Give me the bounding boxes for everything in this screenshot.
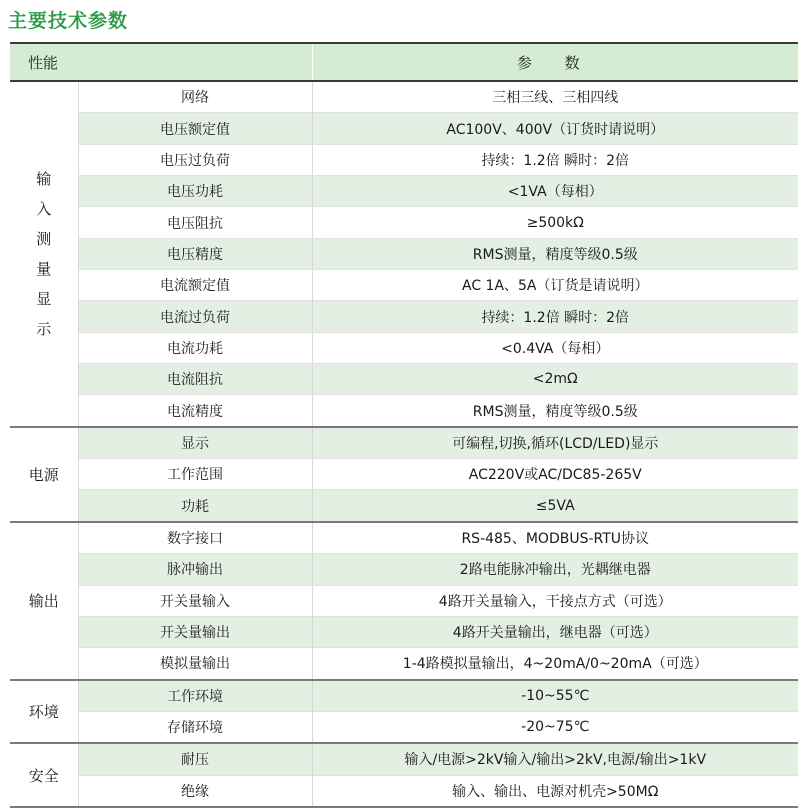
param-name: 模拟量输出 <box>78 648 312 680</box>
table-row <box>10 144 798 175</box>
table-header-row <box>10 43 798 81</box>
param-value: AC100V、400V（订货时请说明） <box>312 113 798 144</box>
param-name: 电流过负荷 <box>78 301 312 332</box>
param-name: 功耗 <box>78 490 312 522</box>
table-row <box>10 680 798 712</box>
param-value: 三相三线、三相四线 <box>312 81 798 113</box>
header-spacer <box>78 43 312 81</box>
param-name: 脉冲输出 <box>78 554 312 585</box>
param-value: ≤5VA <box>312 490 798 522</box>
param-name: 绝缘 <box>78 775 312 807</box>
table-row <box>10 238 798 269</box>
table-row <box>10 364 798 395</box>
page-title: 主要技术参数 <box>8 10 129 32</box>
spec-table <box>10 42 798 808</box>
group-label: 环境 <box>10 680 78 744</box>
param-value: RMS测量，精度等级0.5级 <box>312 395 798 427</box>
table-row <box>10 522 798 554</box>
table-row <box>10 648 798 680</box>
param-value: ≥500kΩ <box>312 207 798 238</box>
param-name: 电压额定值 <box>78 113 312 144</box>
table-row <box>10 270 798 301</box>
param-name: 耐压 <box>78 743 312 775</box>
table-row <box>10 176 798 207</box>
table-row <box>10 207 798 238</box>
table-row <box>10 395 798 427</box>
table-row <box>10 711 798 743</box>
param-value: 2路电能脉冲输出，光耦继电器 <box>312 554 798 585</box>
param-value: <2mΩ <box>312 364 798 395</box>
table-row <box>10 301 798 332</box>
group-label: 安全 <box>10 743 78 807</box>
param-name: 数字接口 <box>78 522 312 554</box>
param-name: 网络 <box>78 81 312 113</box>
param-value: 可编程,切换,循环(LCD/LED)显示 <box>312 427 798 459</box>
table-row <box>10 743 798 775</box>
param-value: 1-4路模拟量输出，4~20mA/0~20mA（可选） <box>312 648 798 680</box>
param-value: 持续：1.2倍 瞬时：2倍 <box>312 301 798 332</box>
param-value: 输入、输出、电源对机壳>50MΩ <box>312 775 798 807</box>
param-name: 电流精度 <box>78 395 312 427</box>
param-value: AC 1A、5A（订货是请说明） <box>312 270 798 301</box>
group-label: 输 入 测 量 显 示 <box>10 81 78 427</box>
table-row <box>10 490 798 522</box>
header-performance: 性能 <box>10 43 78 81</box>
param-name: 电压过负荷 <box>78 144 312 175</box>
group-label: 电源 <box>10 427 78 522</box>
param-value: 4路开关量输入，干接点方式（可选） <box>312 585 798 616</box>
param-value: 输入/电源>2kV输入/输出>2kV,电源/输出>1kV <box>312 743 798 775</box>
param-value: <1VA（每相） <box>312 176 798 207</box>
table-row <box>10 775 798 807</box>
param-name: 电压功耗 <box>78 176 312 207</box>
param-value: <0.4VA（每相） <box>312 332 798 363</box>
param-name: 电压阻抗 <box>78 207 312 238</box>
param-value: 持续：1.2倍 瞬时：2倍 <box>312 144 798 175</box>
param-name: 开关量输出 <box>78 616 312 647</box>
header-parameters: 参 数 <box>312 43 798 81</box>
param-value: 4路开关量输出，继电器（可选） <box>312 616 798 647</box>
param-value: AC220V或AC/DC85-265V <box>312 459 798 490</box>
param-value: -10~55℃ <box>312 680 798 712</box>
table-row <box>10 616 798 647</box>
table-row <box>10 554 798 585</box>
param-name: 电压精度 <box>78 238 312 269</box>
param-name: 显示 <box>78 427 312 459</box>
param-name: 电流额定值 <box>78 270 312 301</box>
param-name: 电流功耗 <box>78 332 312 363</box>
param-name: 工作范围 <box>78 459 312 490</box>
param-value: -20~75℃ <box>312 711 798 743</box>
param-name: 电流阻抗 <box>78 364 312 395</box>
param-name: 工作环境 <box>78 680 312 712</box>
table-row <box>10 459 798 490</box>
param-name: 存储环境 <box>78 711 312 743</box>
table-row <box>10 332 798 363</box>
param-value: RMS测量，精度等级0.5级 <box>312 238 798 269</box>
table-body <box>10 81 798 807</box>
table-row <box>10 585 798 616</box>
param-value: RS-485、MODBUS-RTU协议 <box>312 522 798 554</box>
table-row <box>10 113 798 144</box>
group-label: 输出 <box>10 522 78 680</box>
table-row <box>10 427 798 459</box>
table-row <box>10 81 798 113</box>
param-name: 开关量输入 <box>78 585 312 616</box>
